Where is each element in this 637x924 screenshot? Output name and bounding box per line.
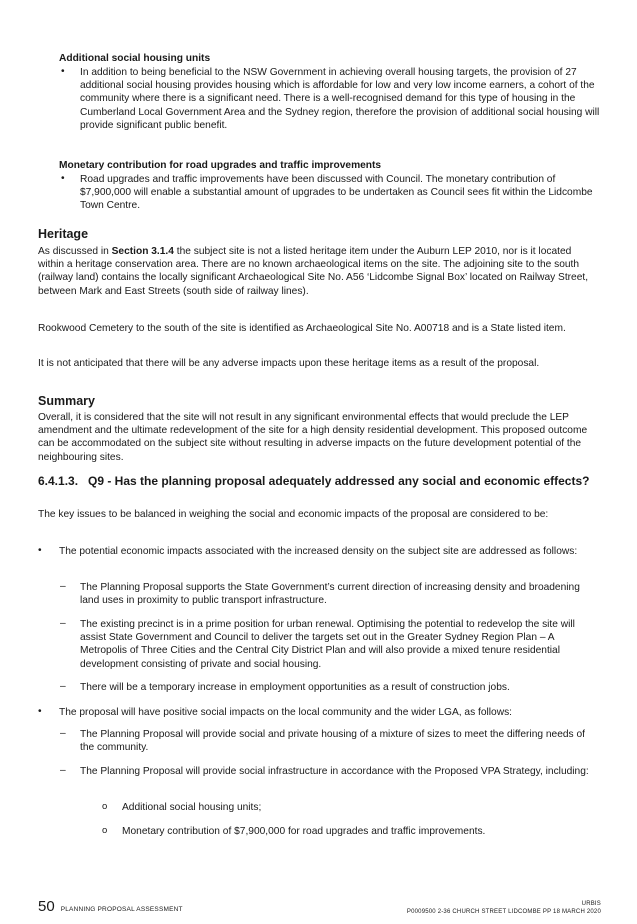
vpa-item-2: Monetary contribution of $7,900,000 for road upgrades and traffic improvements.	[122, 826, 486, 837]
document-reference: P0009500 2-36 CHURCH STREET LIDCOMBE PP 18 MARCH 2020	[406, 909, 601, 915]
page-number: 50	[38, 898, 55, 915]
heritage-paragraph-2: Rookwood Cemetery to the south of the site is identified as Archaeological Site No. A00718 and is a State listed item.	[38, 323, 566, 334]
heritage-paragraph-3: It is not anticipated that there will be any adverse impacts upon these heritage items as a result of the proposal.	[38, 358, 540, 369]
heritage-paragraph-1	[38, 245, 600, 298]
heritage-p1-post: the subject site is not a listed heritage item under the Auburn LEP 2010, nor is it located within a heritage conservation area. There are no known archaeological items on the site. The adjoining site to the south (railway land) contains the locally significant Archaeological Site No. A56 ‘Lidcombe Signal Box’ located on Railway Street, between Mark and East Streets (south side of railway lines).	[38, 246, 589, 297]
bullet-marker: •	[38, 545, 42, 556]
bullet-marker: •	[61, 173, 65, 184]
economic-point-1: The Planning Proposal supports the State Government’s current direction of increasing density and broadening land uses in proximity to public transport infrastructure.	[80, 582, 580, 607]
q9-heading: Q9 - Has the planning proposal adequately addressed any social and economic effects?	[88, 474, 590, 488]
dash-marker: –	[60, 618, 66, 629]
heritage-p1-pre: As discussed in	[38, 246, 112, 257]
bullet-social: The proposal will have positive social impacts on the local community and the wider LGA, as follows:	[59, 707, 512, 718]
q9-intro: The key issues to be balanced in weighing the social and economic impacts of the proposal are considered to be:	[38, 509, 549, 520]
dash-marker: –	[60, 728, 66, 739]
circle-marker: o	[102, 801, 108, 812]
dash-marker: –	[60, 765, 66, 776]
company-name: URBIS	[581, 901, 601, 907]
heading-summary: Summary	[38, 394, 95, 408]
dash-marker: –	[60, 681, 66, 692]
vpa-item-1: Additional social housing units;	[122, 802, 262, 813]
social-point-1: The Planning Proposal will provide social and private housing of a mixture of sizes to meet the differing needs of the community.	[80, 729, 585, 754]
dash-marker: –	[60, 581, 66, 592]
subheading-monetary-contribution: Monetary contribution for road upgrades and traffic improvements	[59, 160, 382, 171]
heading-heritage: Heritage	[38, 227, 89, 241]
circle-marker: o	[102, 825, 108, 836]
footer-right	[407, 900, 601, 916]
bullet-economic: The potential economic impacts associated with the increased density on the subject site are addressed as follows:	[59, 546, 578, 557]
social-point-2: The Planning Proposal will provide social infrastructure in accordance with the Proposed VPA Strategy, including:	[80, 766, 589, 777]
section-label: PLANNING PROPOSAL ASSESSMENT	[60, 906, 183, 913]
bullet-monetary: Road upgrades and traffic improvements have been discussed with Council. The monetary contribution of $7,900,000 will enable a substantial amount of upgrades to be undertaken as Council sees fit within the Lidcombe Town Centre.	[80, 174, 593, 212]
footer-left	[38, 898, 183, 915]
economic-point-3: There will be a temporary increase in employment opportunities as a result of construction jobs.	[80, 682, 510, 693]
q9-number: 6.4.1.3.	[38, 474, 79, 488]
bullet-marker: •	[61, 66, 65, 77]
section-reference: Section 3.1.4	[111, 246, 174, 257]
bullet-social-housing: In addition to being beneficial to the NSW Government in achieving overall housing targets, the provision of 27 additional social housing provides housing which is affordable for low and very low income earners, a cohort of the community where there is a significant need. There is a well-recognised demand for this type of housing in the Cumberland Local Government Area and the Sydney region, therefore the provision of additional social housing will provide significant public benefit.	[80, 67, 600, 131]
subheading-social-housing: Additional social housing units	[59, 53, 211, 64]
summary-paragraph: Overall, it is considered that the site will not result in any significant environmental effects that would preclude the LEP amendment and the ultimate redevelopment of the site for a high density residential development. This proposed outcome can be accommodated on the subject site without resulting in adverse impacts on the future development potential of the neighbouring sites.	[38, 412, 588, 463]
economic-point-2: The existing precinct is in a prime position for urban renewal. Optimising the potential to redevelop the site will assist State Government and Council to deliver the targets set out in the Greater Sydney Region Plan – A Metropolis of Three Cities and the Central City District Plan and will also provide a mixed tenure residential development consisting of private and social housing.	[80, 619, 575, 670]
bullet-marker: •	[38, 706, 42, 717]
